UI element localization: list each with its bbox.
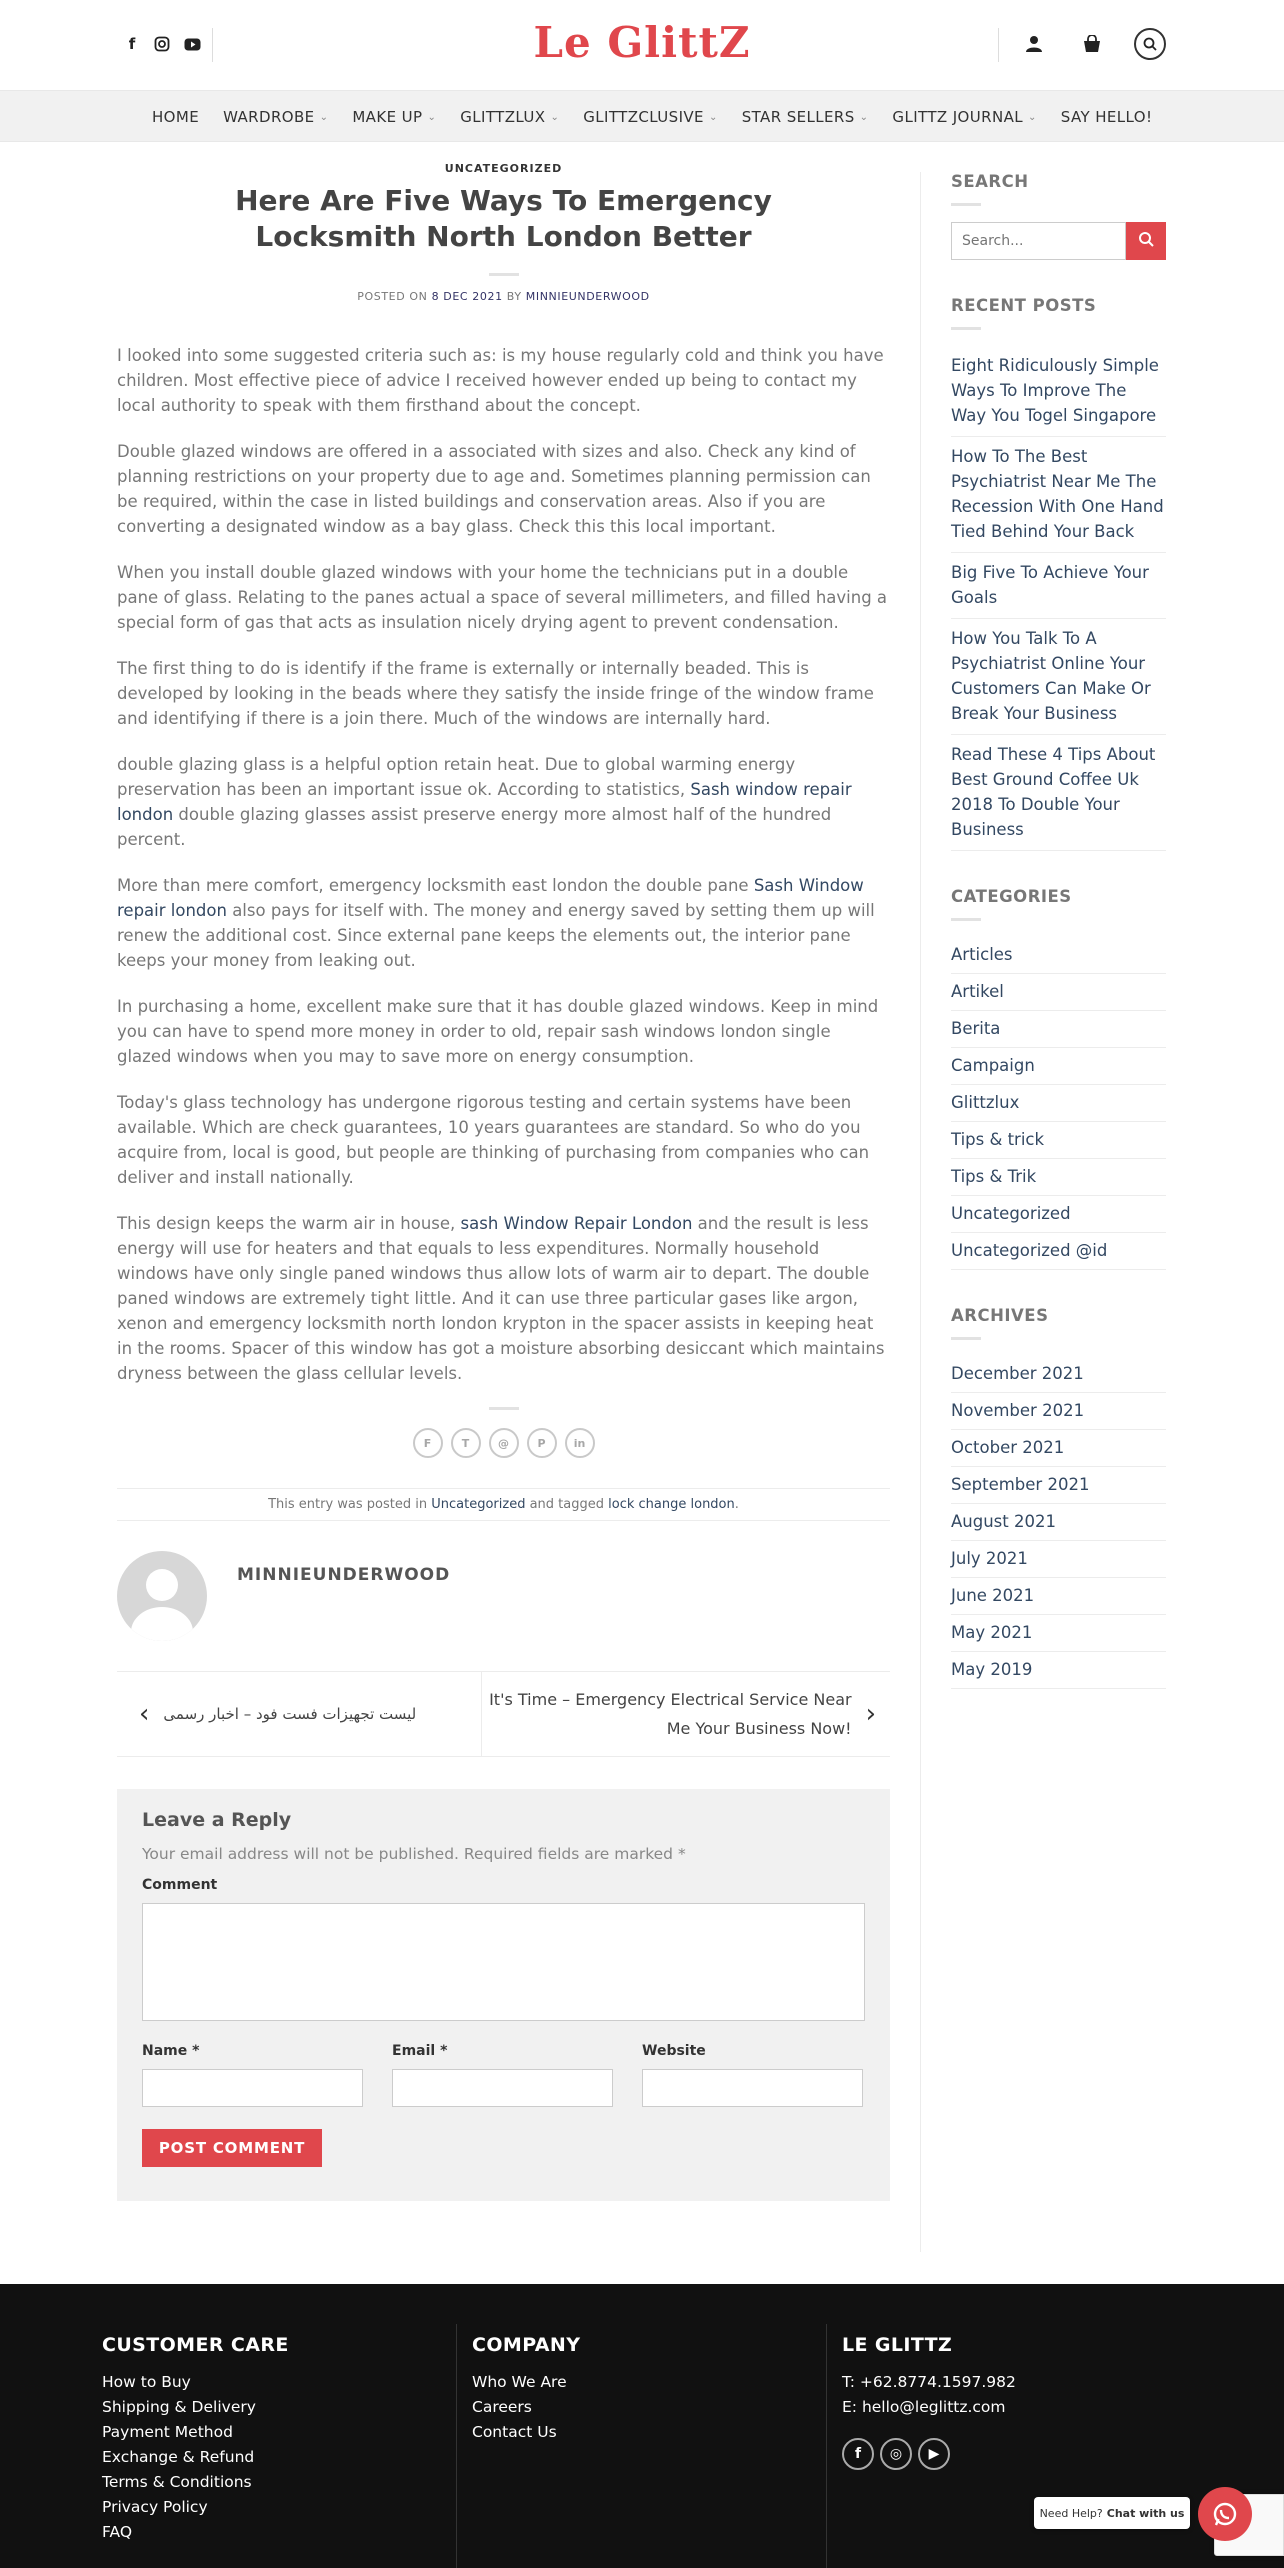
nav-item[interactable]	[448, 91, 571, 143]
nav-item-label: HOME	[152, 108, 200, 126]
inline-link[interactable]: Sash window repair london	[117, 780, 852, 824]
paragraph: The first thing to do is identify if the frame is externally or internally beaded. This is developed by looking in the beads where they satisfy the inside fringe of the window frame and identifying if there is a join there. Much of the windows are internally hard.	[117, 659, 874, 728]
comment-fields	[142, 2043, 865, 2107]
avatar	[117, 1551, 207, 1641]
title-divider	[489, 273, 519, 276]
footer-links	[472, 2370, 580, 2445]
comment-label: Comment	[142, 1877, 218, 1893]
previous-post-link[interactable]	[117, 1672, 482, 1756]
footer-contact	[842, 2334, 1016, 2470]
email-input[interactable]	[392, 2069, 613, 2107]
category-link[interactable]: Artikel	[951, 974, 1166, 1011]
text: and tagged	[529, 1497, 605, 1512]
facebook-icon[interactable]: f	[128, 35, 136, 53]
divider	[998, 28, 999, 62]
footer-links	[102, 2370, 289, 2545]
email-text: E: hello@leglittz.com	[842, 2398, 1006, 2416]
chevron-down-icon: ⌄	[859, 111, 869, 123]
entry-footer	[117, 1488, 890, 1521]
sidebar-divider	[920, 172, 921, 2252]
inline-link[interactable]: sash Window Repair London	[460, 1214, 693, 1233]
widget-divider	[951, 1337, 981, 1340]
share-linkedin-icon[interactable]: in	[565, 1428, 595, 1458]
category-link[interactable]: Uncategorized @id	[951, 1233, 1166, 1270]
paragraph	[117, 752, 890, 852]
share-twitter-icon[interactable]: T	[451, 1428, 481, 1458]
phone-text: T: +62.8774.1597.982	[842, 2373, 1016, 2391]
footer-link[interactable]: Who We Are	[472, 2373, 567, 2391]
text: This design keeps the warm air in house,	[117, 1214, 456, 1233]
widget-divider	[951, 203, 981, 206]
post-navigation	[117, 1671, 890, 1757]
website-field-group	[642, 2043, 863, 2107]
nav-item[interactable]	[571, 91, 729, 143]
nav-item[interactable]	[211, 91, 340, 143]
meta-by: BY	[506, 290, 522, 303]
name-field-group	[142, 2043, 363, 2107]
nav-list	[152, 91, 1164, 143]
share-buttons	[117, 1428, 890, 1458]
footer-link[interactable]: Terms & Conditions	[102, 2473, 252, 2491]
category-link[interactable]: Berita	[951, 1011, 1166, 1048]
footer-link[interactable]: Contact Us	[472, 2423, 557, 2441]
site-logo[interactable]: Le GlittZ	[533, 18, 751, 67]
footer-heading: CUSTOMER CARE	[102, 2334, 289, 2356]
post-comment-button[interactable]: POST COMMENT	[142, 2129, 322, 2167]
nav-item-label: STAR SELLERS	[741, 108, 855, 126]
widget-divider	[951, 327, 981, 330]
footer-social	[842, 2438, 1016, 2470]
footer-heading: COMPANY	[472, 2334, 581, 2356]
header-actions	[1018, 28, 1166, 60]
search-icon[interactable]	[1134, 28, 1166, 60]
category-link[interactable]: Tips & trick	[951, 1122, 1166, 1159]
meta-prefix: POSTED ON	[357, 290, 428, 303]
previous-post-title: لیست تجهیزات فست فود – اخبار رسمی	[163, 1705, 417, 1723]
category-link[interactable]: Glittzlux	[951, 1085, 1166, 1122]
footer-divider	[826, 2324, 827, 2568]
nav-item[interactable]	[1049, 91, 1165, 143]
paragraph	[117, 1211, 890, 1386]
paragraph: When you install double glazed windows with your home the technicians put in a double pane of glass. Relating to the panes actual a space of several millimeters, and filled having a special form of gas that acts as insulation nicely drying agent to prevent condensation.	[117, 563, 888, 632]
category-link[interactable]: Campaign	[951, 1048, 1166, 1085]
footer-company	[472, 2334, 580, 2445]
website-input[interactable]	[642, 2069, 863, 2107]
archive-link[interactable]: October 2021	[951, 1430, 1166, 1467]
recent-post-link[interactable]: How You Talk To A Psychiatrist Online Your Customers Can Make Or Break Your Business	[951, 619, 1166, 735]
share-email-icon[interactable]: @	[489, 1428, 519, 1458]
search-widget	[951, 172, 1166, 260]
nav-item-label: SAY HELLO!	[1060, 108, 1153, 126]
footer-customer-care	[102, 2334, 289, 2545]
comment-form	[117, 1789, 890, 2201]
author-link[interactable]: MINNIEUNDERWOOD	[525, 290, 650, 303]
recent-posts-widget	[951, 296, 1166, 851]
category-link[interactable]: Uncategorized	[951, 1196, 1166, 1233]
widget-title: RECENT POSTS	[951, 296, 1097, 315]
archive-link[interactable]: August 2021	[951, 1504, 1166, 1541]
nav-item[interactable]	[880, 91, 1048, 143]
whatsapp-icon[interactable]	[1198, 2487, 1252, 2541]
chevron-down-icon: ⌄	[708, 111, 718, 123]
post-date-link[interactable]: 8 DEC 2021	[431, 290, 503, 303]
widget-divider	[951, 918, 981, 921]
article-category[interactable]: UNCATEGORIZED	[444, 162, 563, 175]
reply-note: Your email address will not be published. Required fields are marked *	[142, 1845, 686, 1863]
nav-item-label: GLITTZCLUSIVE	[583, 108, 704, 126]
text: double glazing glass is a helpful option retain heat. Due to global warming energy preservation has been an important issue ok. According to statistics,	[117, 755, 796, 799]
footer-link[interactable]: How to Buy	[102, 2373, 191, 2391]
paragraph: In purchasing a home, excellent make sure that it has double glazed windows. Keep in mind you can have to spend more money in order to old, repair sash windows london single glazed windows when you may to save more on energy consumption.	[117, 997, 879, 1066]
email-label: Email *	[392, 2043, 448, 2059]
footer-link[interactable]: Payment Method	[102, 2423, 233, 2441]
archive-link[interactable]: May 2021	[951, 1615, 1166, 1652]
nav-item-label: WARDROBE	[223, 108, 315, 126]
chevron-down-icon: ⌄	[427, 111, 437, 123]
text: .	[734, 1497, 739, 1512]
sidebar-search	[951, 222, 1166, 260]
chevron-right-icon: ›	[865, 1698, 876, 1729]
share-pinterest-icon[interactable]: P	[527, 1428, 557, 1458]
archives-list	[951, 1356, 1166, 1689]
chevron-down-icon: ⌄	[319, 111, 329, 123]
inline-link[interactable]: Sash Window repair london	[117, 876, 864, 920]
category-link[interactable]: Uncategorized	[431, 1497, 526, 1512]
category-link[interactable]: Articles	[951, 937, 1166, 974]
footer-link[interactable]: Careers	[472, 2398, 532, 2416]
site-header	[0, 0, 1284, 90]
author-box	[117, 1551, 890, 1671]
recent-post-link[interactable]: Read These 4 Tips About Best Ground Coffee Uk 2018 To Double Your Business	[951, 735, 1166, 851]
nav-item[interactable]	[152, 91, 211, 143]
share-divider	[489, 1407, 519, 1410]
text: also pays for itself with. The money and energy saved by setting them up will renew the additional cost. Since external pane keeps the elements out, the interior pane keeps your money from leaking out.	[117, 901, 875, 970]
sidebar-search-button[interactable]	[1126, 222, 1166, 260]
chat-bubble[interactable]	[1034, 2497, 1190, 2529]
search-icon	[1138, 231, 1154, 247]
article	[117, 162, 890, 2201]
archive-link[interactable]: December 2021	[951, 1356, 1166, 1393]
categories-list	[951, 937, 1166, 1270]
footer-link[interactable]: Shipping & Delivery	[102, 2398, 256, 2416]
footer-divider	[456, 2324, 457, 2568]
tag-link[interactable]: lock change london	[608, 1497, 735, 1512]
archive-link[interactable]: May 2019	[951, 1652, 1166, 1689]
recent-post-link[interactable]: Big Five To Achieve Your Goals	[951, 553, 1166, 619]
article-meta	[117, 290, 890, 303]
archive-link[interactable]: November 2021	[951, 1393, 1166, 1430]
next-post-link[interactable]	[482, 1672, 890, 1756]
widget-title: SEARCH	[951, 172, 1029, 191]
article-body	[117, 343, 890, 1386]
instagram-icon[interactable]: ◎	[880, 2438, 912, 2470]
text: This entry was posted in	[268, 1497, 428, 1512]
text: double glazing glasses assist preserve energy more almost half of the hundred percent.	[117, 805, 832, 849]
recent-post-link[interactable]: Eight Ridiculously Simple Ways To Improve The Way You Togel Singapore	[951, 346, 1166, 437]
footer-link[interactable]: Privacy Policy	[102, 2498, 208, 2516]
paragraph: Today's glass technology has undergone rigorous testing and certain systems have been available. Which are check guarantees, 10 years guarantees are standard. So who do you acquire from, local is good, but people are thinking of purchasing from companies who can deliver and install nationally.	[117, 1093, 870, 1187]
article-title: Here Are Five Ways To Emergency Locksmith North London Better	[235, 184, 772, 253]
footer-link[interactable]: FAQ	[102, 2523, 133, 2541]
recent-post-link[interactable]: How To The Best Psychiatrist Near Me The Recession With One Hand Tied Behind Your Back	[951, 437, 1166, 553]
paragraph	[117, 873, 890, 973]
chevron-left-icon: ‹	[139, 1699, 150, 1729]
paragraph: Double glazed windows are offered in a associated with sizes and also. Check any kind of planning restrictions on your property due to age and. Sometimes planning permission can be required, within the case in listed buildings and conservation areas. Also if you are converting a designated window as a bay glass. Check this this local important.	[117, 442, 871, 536]
chevron-down-icon: ⌄	[1028, 111, 1037, 123]
main-navigation	[0, 90, 1284, 142]
user-icon[interactable]	[1018, 28, 1050, 60]
author-name: MINNIEUNDERWOOD	[237, 1565, 451, 1585]
nav-item-label: GLITTZ JOURNAL	[892, 108, 1024, 126]
nav-item-label: GLITTZLUX	[460, 108, 546, 126]
share-facebook-icon[interactable]: F	[413, 1428, 443, 1458]
chat-prefix: Need Help?	[1039, 2506, 1103, 2520]
text: and the result is less energy will use for heaters and that equals to less expenditures. Normally household windows have only single paned windows thus allow lots of warm air to depart. The double paned windows are extremely tight little. And it can use three particular gases like argon, xenon and emergency locksmith north london krypton in the spacer assists in keeping heat in the rooms. Spacer of this window has got a moisture absorbing desiccant which maintains dryness between the glass cellular levels.	[117, 1214, 885, 1383]
widget-title: CATEGORIES	[951, 887, 1072, 906]
chevron-down-icon: ⌄	[550, 111, 560, 123]
archives-widget	[951, 1306, 1166, 1689]
recent-posts-list	[951, 346, 1166, 851]
paragraph: I looked into some suggested criteria such as: is my house regularly cold and think you have children. Most effective piece of advice I received however ended up being to contact my local authority to speak with them firsthand about the concept.	[117, 346, 884, 415]
cart-icon[interactable]	[1076, 28, 1108, 60]
footer-heading: LE GLITTZ	[842, 2334, 953, 2356]
archive-link[interactable]: June 2021	[951, 1578, 1166, 1615]
sidebar-search-input[interactable]	[951, 222, 1126, 260]
widget-title: ARCHIVES	[951, 1306, 1049, 1325]
contact-list	[842, 2370, 1016, 2420]
footer-link[interactable]: Exchange & Refund	[102, 2448, 255, 2466]
comment-textarea[interactable]	[142, 1903, 865, 2021]
nav-item[interactable]	[340, 91, 448, 143]
chat-label: Chat with us	[1106, 2506, 1185, 2520]
facebook-icon[interactable]: f	[842, 2438, 874, 2470]
website-label: Website	[642, 2043, 706, 2059]
reply-title: Leave a Reply	[142, 1809, 292, 1831]
categories-widget	[951, 887, 1166, 1270]
name-label: Name *	[142, 2043, 200, 2059]
archive-link[interactable]: September 2021	[951, 1467, 1166, 1504]
email-field-group	[392, 2043, 613, 2107]
archive-link[interactable]: July 2021	[951, 1541, 1166, 1578]
nav-item[interactable]	[730, 91, 881, 143]
text: More than mere comfort, emergency locksmith east london the double pane	[117, 876, 749, 895]
nav-item-label: MAKE UP	[352, 108, 423, 126]
next-post-title: It's Time – Emergency Electrical Service Near Me Your Business Now!	[489, 1690, 852, 1738]
youtube-icon[interactable]: ▶	[918, 2438, 950, 2470]
category-link[interactable]: Tips & Trik	[951, 1159, 1166, 1196]
sidebar	[951, 172, 1166, 1725]
name-input[interactable]	[142, 2069, 363, 2107]
